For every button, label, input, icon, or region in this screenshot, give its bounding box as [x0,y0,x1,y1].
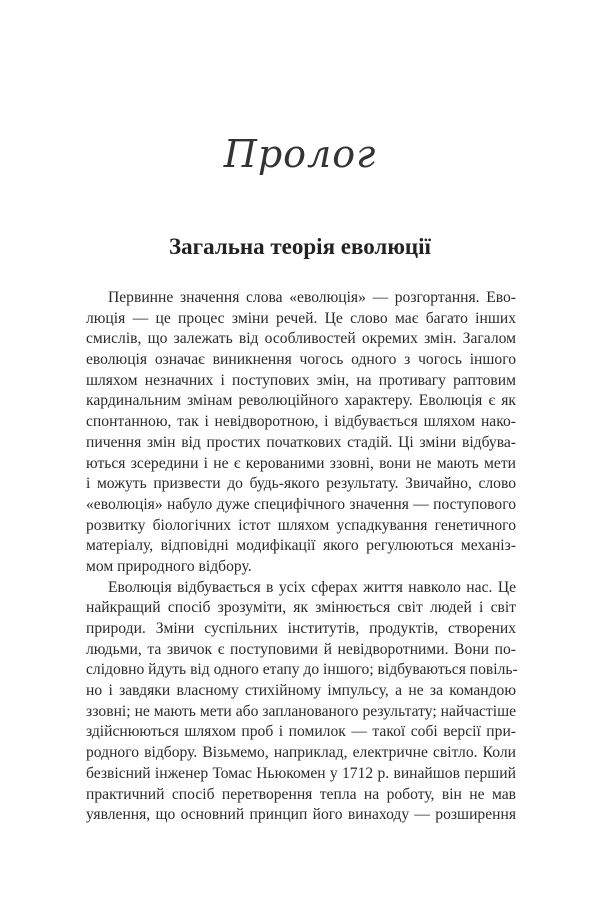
text-line: природи. Зміни суспільних інститутів, продуктів, створених [86,620,516,637]
text-line: мом природного відбору. [86,557,252,575]
text-line: розвитку біологічних істот шляхом успадкування генетичного [86,516,516,534]
text-line: уявлення, що основний принцип його винаходу — розширення [86,806,516,824]
text-line: ються зсередини і не є керованими ззовні, вони не мають мети [86,454,516,472]
text-line: і можуть призвести до будь-якого результату. Звичайно, слово [86,475,516,493]
text-line: родного відбору. Візьмемо, наприклад, електричне світло. Коли [86,744,516,762]
text-line: практичний спосіб перетворення тепла на роботу, він не мав [86,785,516,803]
text-line: спонтанною, так і невідворотною, і відбувається шляхом нако- [86,413,516,431]
text-line: еволюція означає виникнення чогось одного з чогось іншого [86,351,516,369]
text-line: Первинне значення слова «еволюція» — розгортання. Ево- [108,289,516,306]
text-line: «еволюція» набуло дуже специфічного значення — поступового [86,495,516,513]
section-heading: Загальна теорія еволюції [169,234,431,259]
text-line: кардинальним змінам революційного характеру. Еволюція є як [86,392,516,410]
text-line: здійснюються шляхом проб і помилок — такої собі версії при- [86,723,516,741]
text-line: ззовні; не мають мети або запланованого результату; найчастіше [86,702,516,720]
text-line: пичення змін від простих початкових стадій. Ці зміни відбува- [86,433,516,451]
text-line: слідовно йдуть від одного етапу до іншого; відбуваються повіль- [86,661,518,679]
text-line: но і завдяки власному стихійному імпульсу, а не за командою [86,682,516,700]
text-line: найкращий спосіб зрозуміти, як змінюється світ людей і світ [86,599,516,617]
text-line: смислів, що залежать від особливостей окремих змін. Загалом [86,330,516,348]
text-line: людьми, та звичок є поступовими й невідворотними. Вони по- [86,640,516,658]
text-line: люція — це процес зміни речей. Це слово має багато інших [86,309,516,327]
text-line: безвісний інженер Томас Ньюкомен у 1712 р. винайшов перший [86,764,516,782]
chapter-title: Пролог [223,132,377,176]
body-text [86,288,516,826]
text-line: Еволюція відбувається в усіх сферах життя навколо нас. Це [108,578,516,596]
text-line: шляхом незначних і поступових змін, на противагу раптовим [86,371,516,389]
text-line: матеріалу, відповідні модифікації якого регулюються механіз- [86,537,516,555]
